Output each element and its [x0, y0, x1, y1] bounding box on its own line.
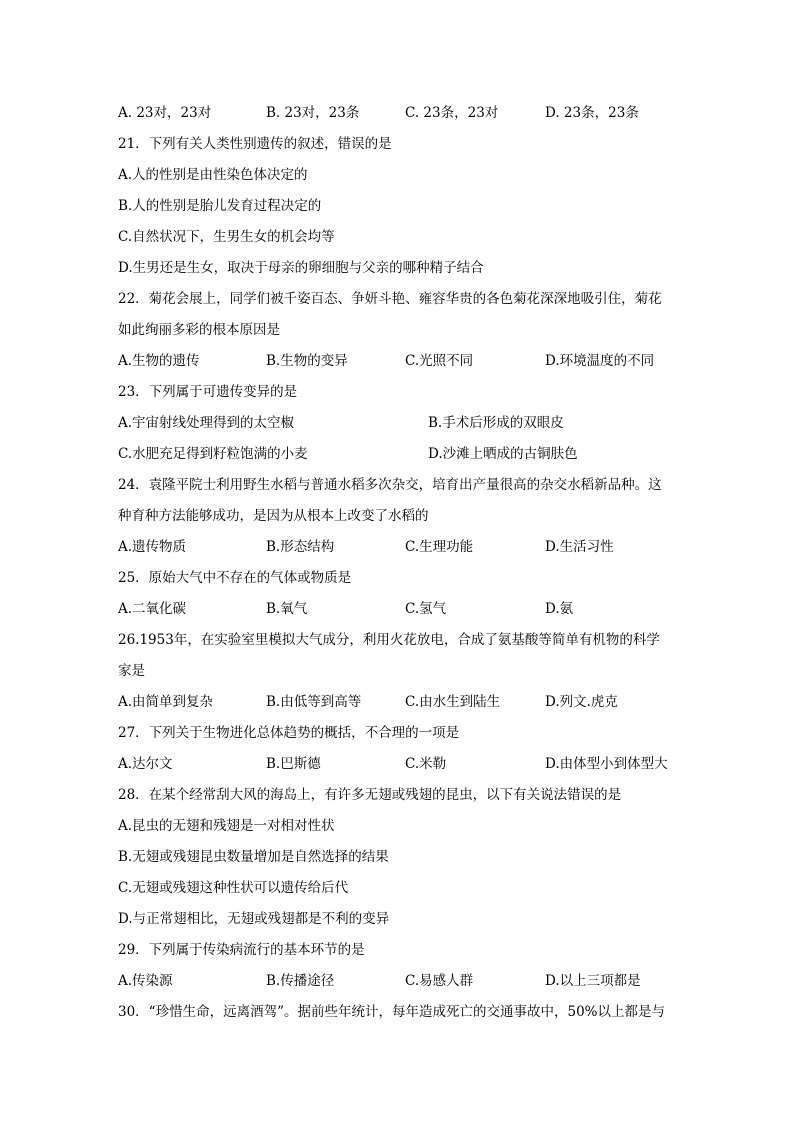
option-row: [118, 687, 678, 718]
exam-page: [118, 98, 678, 1028]
text-line: 28．在某个经常刮大风的海岛上，有许多无翅或残翅的昆虫，以下有关说法错误的是: [118, 787, 622, 803]
answer-option: D.氨: [545, 601, 574, 617]
text-line: 22．菊花会展上，同学们被千姿百态、争妍斗艳、雍容华贵的各色菊花深深地吸引住，菊花: [118, 291, 662, 307]
text-line: B.人的性别是胎儿发育过程决定的: [118, 198, 322, 214]
text-line: D.生男还是生女，取决于母亲的卵细胞与父亲的哪种精子结合: [118, 260, 484, 276]
option-row: [118, 966, 678, 997]
answer-option: C.易感人群: [405, 973, 474, 989]
answer-option: B.氧气: [266, 601, 308, 617]
text-line: D.与正常翅相比，无翅或残翅都是不利的变异: [118, 911, 390, 927]
answer-option: D.环境温度的不同: [545, 353, 655, 369]
answer-option: D. 23条，23条: [545, 105, 639, 121]
text-line: 23．下列属于可遗传变异的是: [118, 384, 298, 400]
text-line: 25．原始大气中不存在的气体或物质是: [118, 570, 352, 586]
answer-option: B.传播途径: [266, 973, 335, 989]
answer-option: B.形态结构: [266, 539, 335, 555]
text-line: 家是: [118, 663, 145, 679]
text-line: A.昆虫的无翅和残翅是一对相对性状: [118, 818, 335, 834]
answer-option: B.手术后形成的双眼皮: [428, 415, 564, 431]
text-line: 26.1953年，在实验室里模拟大气成分，利用火花放电，合成了氨基酸等简单有机物的科学: [118, 632, 660, 648]
text-line: 如此绚丽多彩的根本原因是: [118, 322, 280, 338]
answer-option: B.由低等到高等: [266, 694, 362, 710]
answer-option: C. 23条，23对: [405, 105, 499, 121]
text-line: 24．袁隆平院士利用野生水稻与普通水稻多次杂交，培育出产量很高的杂交水稻新品种。这: [118, 477, 662, 493]
answer-option: C.米勒: [405, 756, 447, 772]
answer-option: D.沙滩上晒成的古铜肤色: [428, 446, 578, 462]
text-line: 27．下列关于生物进化总体趋势的概括，不合理的一项是: [118, 725, 460, 741]
text-line: 29．下列属于传染病流行的基本环节的是: [118, 942, 365, 958]
answer-option: D.生活习性: [545, 539, 614, 555]
answer-option: C.生理功能: [405, 539, 474, 555]
text-line: C.自然状况下，生男生女的机会均等: [118, 229, 335, 245]
answer-option: C.由水生到陆生: [405, 694, 501, 710]
option-row: [118, 594, 678, 625]
option-row: [118, 532, 678, 563]
answer-option: D.由体型小到体型大: [545, 756, 668, 772]
text-line: C.无翅或残翅这种性状可以遗传给后代: [118, 880, 349, 896]
answer-option: C.水肥充足得到籽粒饱满的小麦: [118, 446, 308, 462]
text-line: 种育种方法能够成功，是因为从根本上改变了水稻的: [118, 508, 429, 524]
answer-option: A.由简单到复杂: [118, 694, 214, 710]
answer-option: B.巴斯德: [266, 756, 321, 772]
answer-option: A. 23对，23对: [118, 105, 212, 121]
answer-option: A.达尔文: [118, 756, 173, 772]
option-row: [118, 408, 678, 439]
answer-option: A.遗传物质: [118, 539, 187, 555]
text-line: 30．“珍惜生命，远离酒驾”。据前些年统计，每年造成死亡的交通事故中，50%以上都是与: [118, 1004, 665, 1020]
answer-option: A.宇宙射线处理得到的太空椒: [118, 415, 295, 431]
option-row: [118, 98, 678, 129]
option-row: [118, 749, 678, 780]
option-row: [118, 346, 678, 377]
answer-option: A.二氧化碳: [118, 601, 187, 617]
option-row: [118, 439, 678, 470]
answer-option: B.生物的变异: [266, 353, 348, 369]
answer-option: D.列文.虎克: [545, 694, 618, 710]
answer-option: B. 23对，23条: [266, 105, 360, 121]
answer-option: D.以上三项都是: [545, 973, 641, 989]
answer-option: C.氢气: [405, 601, 447, 617]
answer-option: A.传染源: [118, 973, 173, 989]
text-line: B.无翅或残翅昆虫数量增加是自然选择的结果: [118, 849, 389, 865]
answer-option: C.光照不同: [405, 353, 474, 369]
text-line: A.人的性别是由性染色体决定的: [118, 167, 308, 183]
text-line: 21．下列有关人类性别遗传的叙述，错误的是: [118, 136, 392, 152]
answer-option: A.生物的遗传: [118, 353, 200, 369]
